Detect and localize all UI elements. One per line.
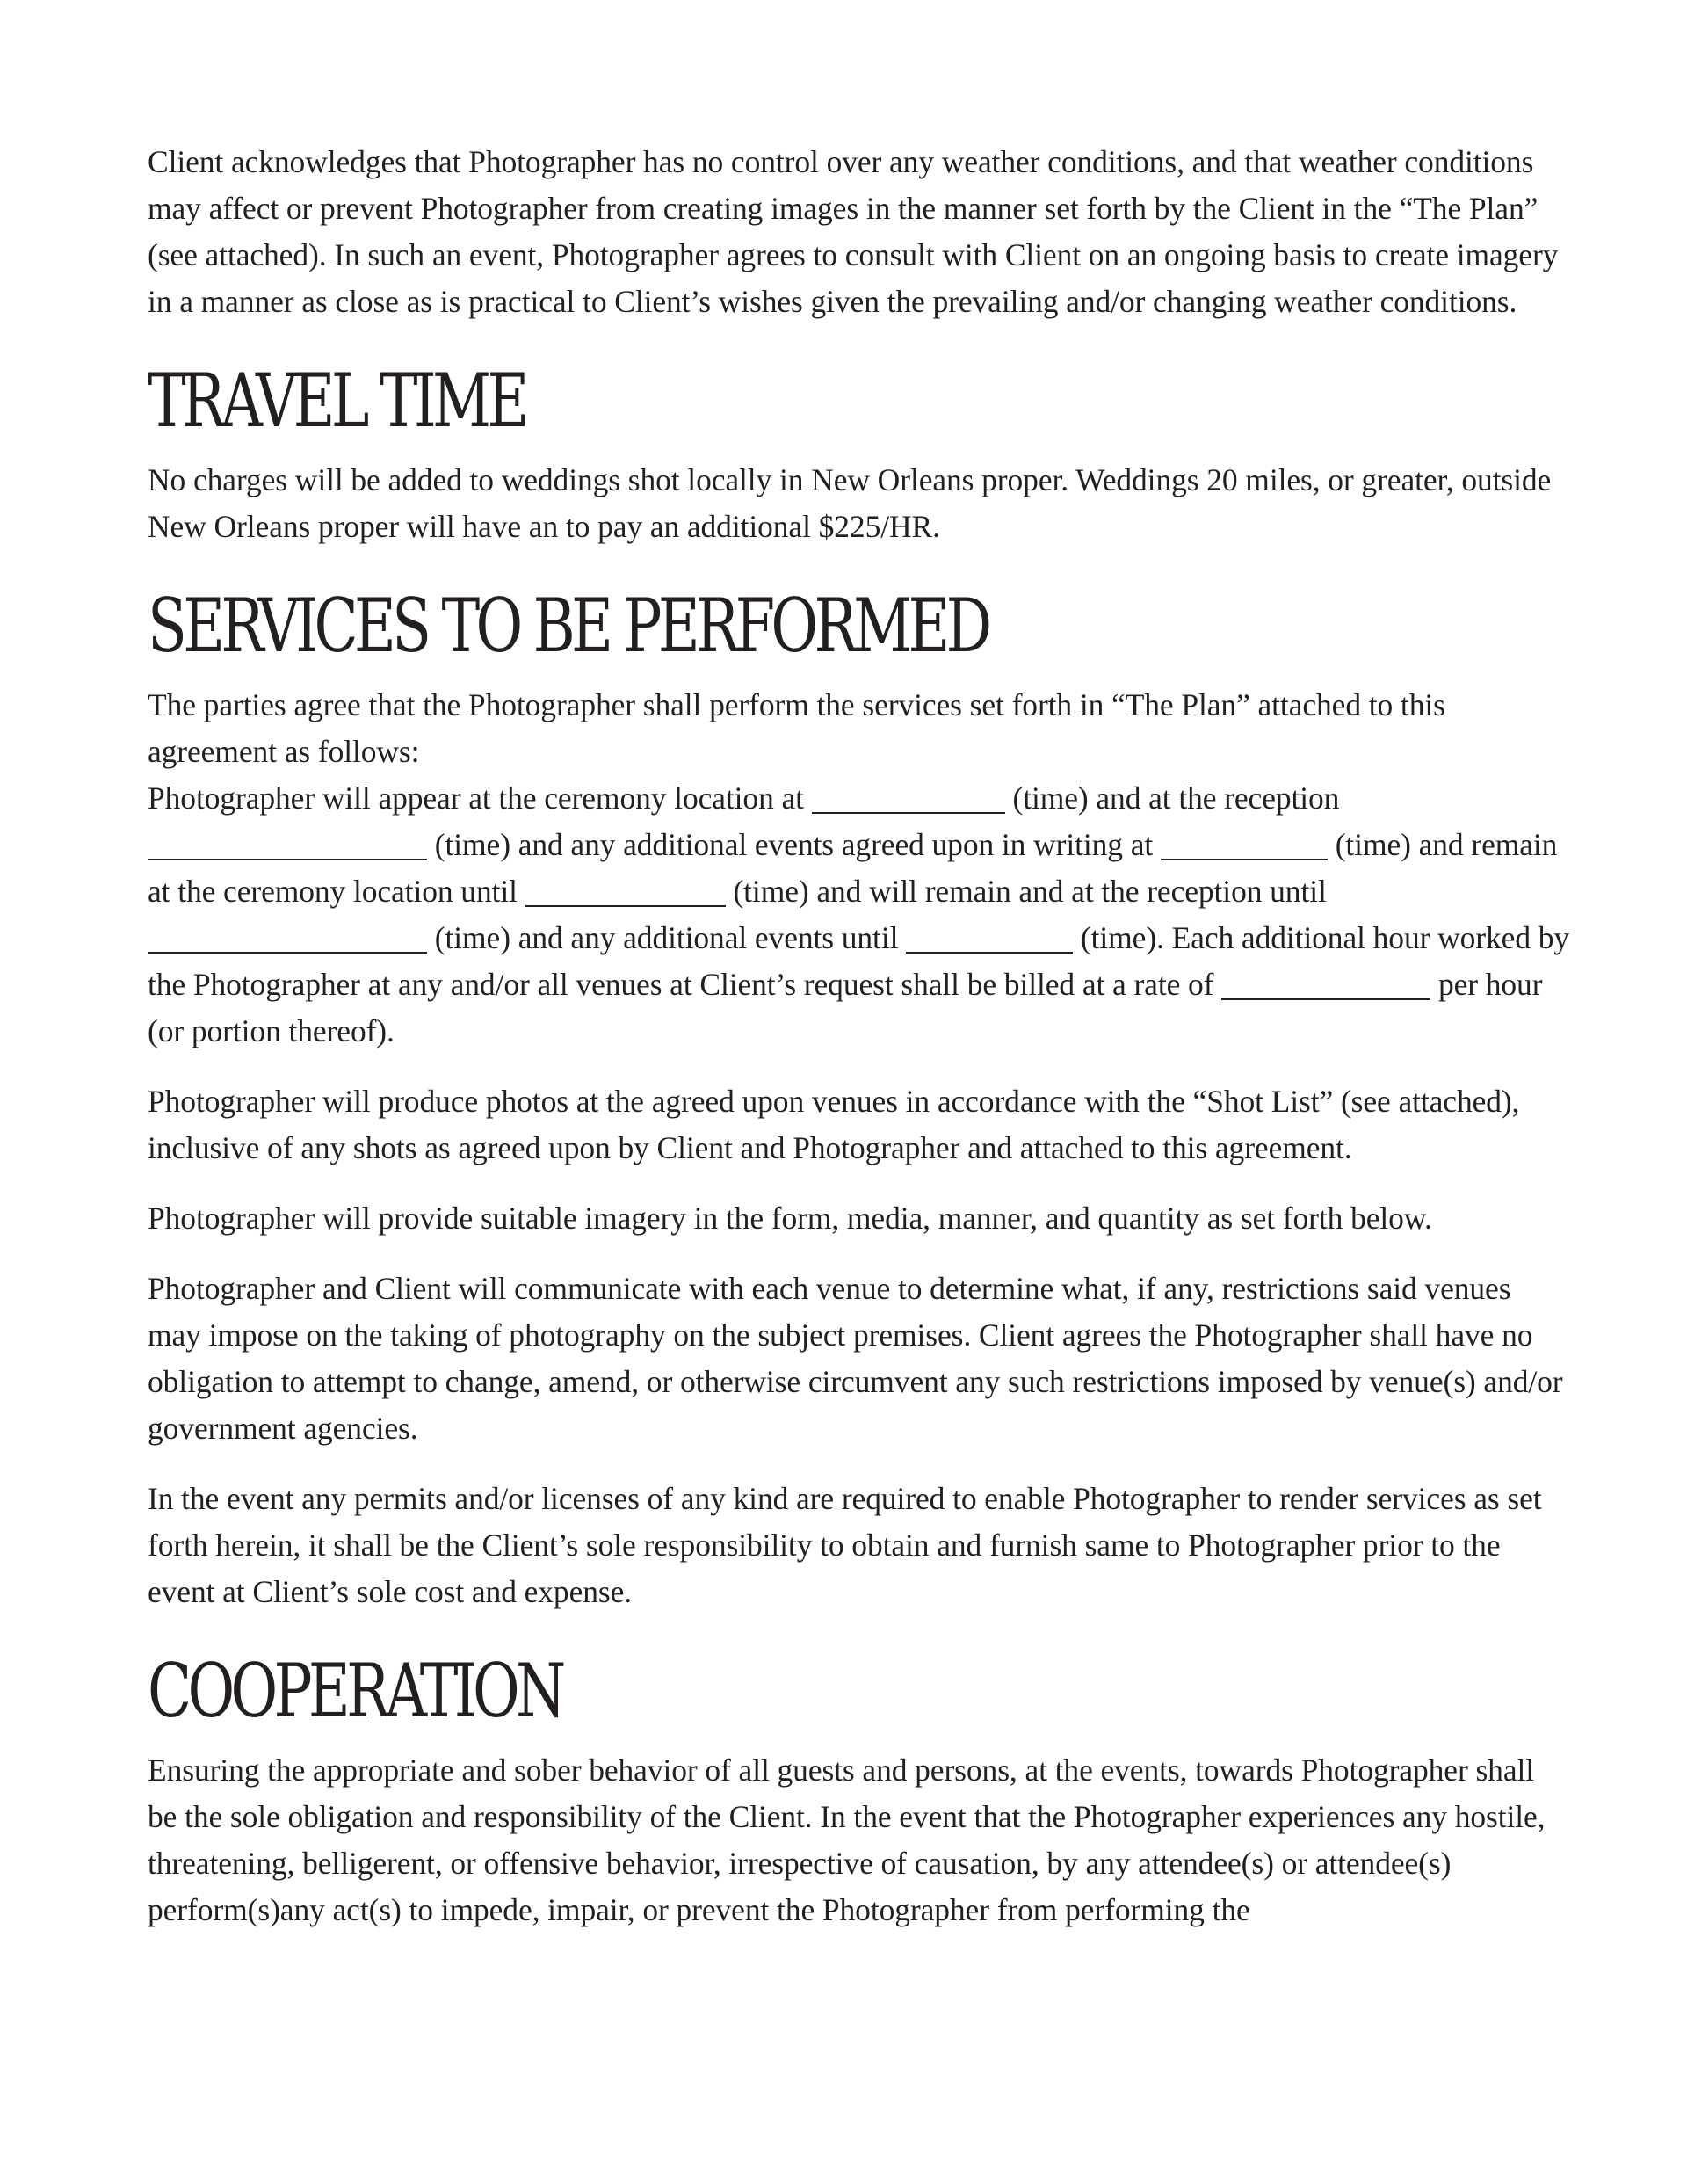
schedule-text-3: (time) and any additional events agreed upon in writing at — [427, 827, 1161, 862]
imagery-paragraph: Photographer will provide suitable imagery in the form, media, manner, and quantity as set forth below. — [148, 1201, 1432, 1236]
weather-paragraph: Client acknowledges that Photographer has no control over any weather conditions, and that weather conditions may affect or prevent Photographer from creating images in the manner set forth by the Client in the “The Plan” (see attached). In such an event, Photographer agrees to consult with Client on an ongoing basis to create imagery in a manner as close as is practical to Client’s wishes given the prevailing and/or changing weather conditions. — [148, 144, 1559, 319]
reception-time-blank[interactable] — [148, 829, 427, 860]
shot-list-paragraph: Photographer will produce photos at the agreed upon venues in accordance with the “Shot List” (see attached), inclusive of any shots as agreed upon by Client and Photographer and attached to this agreement. — [148, 1084, 1520, 1165]
schedule-text-2: (time) and at the reception — [1004, 780, 1340, 816]
travel-time-paragraph: No charges will be added to weddings shot locally in New Orleans proper. Weddings 20 miles, or greater, outside New Orleans proper will have an to pay an additional $225/HR. — [148, 462, 1552, 544]
ceremony-end-time-blank[interactable] — [525, 875, 726, 907]
hourly-rate-blank[interactable] — [1221, 969, 1430, 1000]
reception-end-time-blank[interactable] — [148, 922, 427, 954]
services-heading: SERVICES TO BE PERFORMED — [148, 583, 988, 669]
ceremony-time-blank[interactable] — [812, 782, 1005, 814]
permits-paragraph: In the event any permits and/or licenses of any kind are required to enable Photographer to render services as set forth herein, it shall be the Client’s sole responsibility to obtain and furnish same to Photographer prior to the event at Client’s sole cost and expense. — [148, 1481, 1542, 1609]
schedule-text-1: Photographer will appear at the ceremony location at — [148, 780, 812, 816]
schedule-text-4: (time) and remain at the ceremony location until — [148, 827, 1558, 909]
venue-restrictions-paragraph: Photographer and Client will communicate with each venue to determine what, if any, restrictions said venues may impose on the taking of photography on the subject premises. Client agrees the Photographer shall have no obligation to attempt to change, amend, or otherwise circumvent any such restrictions imposed by venue(s) and/or government agencies. — [148, 1271, 1563, 1446]
cooperation-paragraph: Ensuring the appropriate and sober behavior of all guests and persons, at the events, towards Photographer shall be the sole obligation and responsibility of the Client. In the event that the Photographer experiences any hostile, threatening, belligerent, or offensive behavior, irrespective of causation, by any attendee(s) or attendee(s) perform(s)any act(s) to impede, impair, or prevent the Photographer from performing the — [148, 1752, 1546, 1927]
schedule-text-6: (time) and any additional events until — [427, 920, 907, 955]
additional-events-end-time-blank[interactable] — [906, 922, 1073, 954]
services-intro-paragraph: The parties agree that the Photographer shall perform the services set forth in “The Plan” attached to this agreement as follows: — [148, 687, 1445, 769]
schedule-text-7: (time). Each additional hour worked by the Photographer at any and/or all venues at Client’s request shall be billed at a rate of — [148, 920, 1570, 1002]
schedule-text-5: (time) and will remain and at the reception until — [725, 874, 1327, 909]
cooperation-heading: COOPERATION — [148, 1648, 562, 1734]
services-schedule-paragraph — [148, 775, 1571, 1055]
additional-events-time-blank[interactable] — [1161, 829, 1328, 860]
contract-page — [148, 139, 1571, 1934]
schedule-text-8: per hour (or portion thereof). — [148, 967, 1543, 1048]
travel-time-heading: TRAVEL TIME — [148, 358, 525, 444]
